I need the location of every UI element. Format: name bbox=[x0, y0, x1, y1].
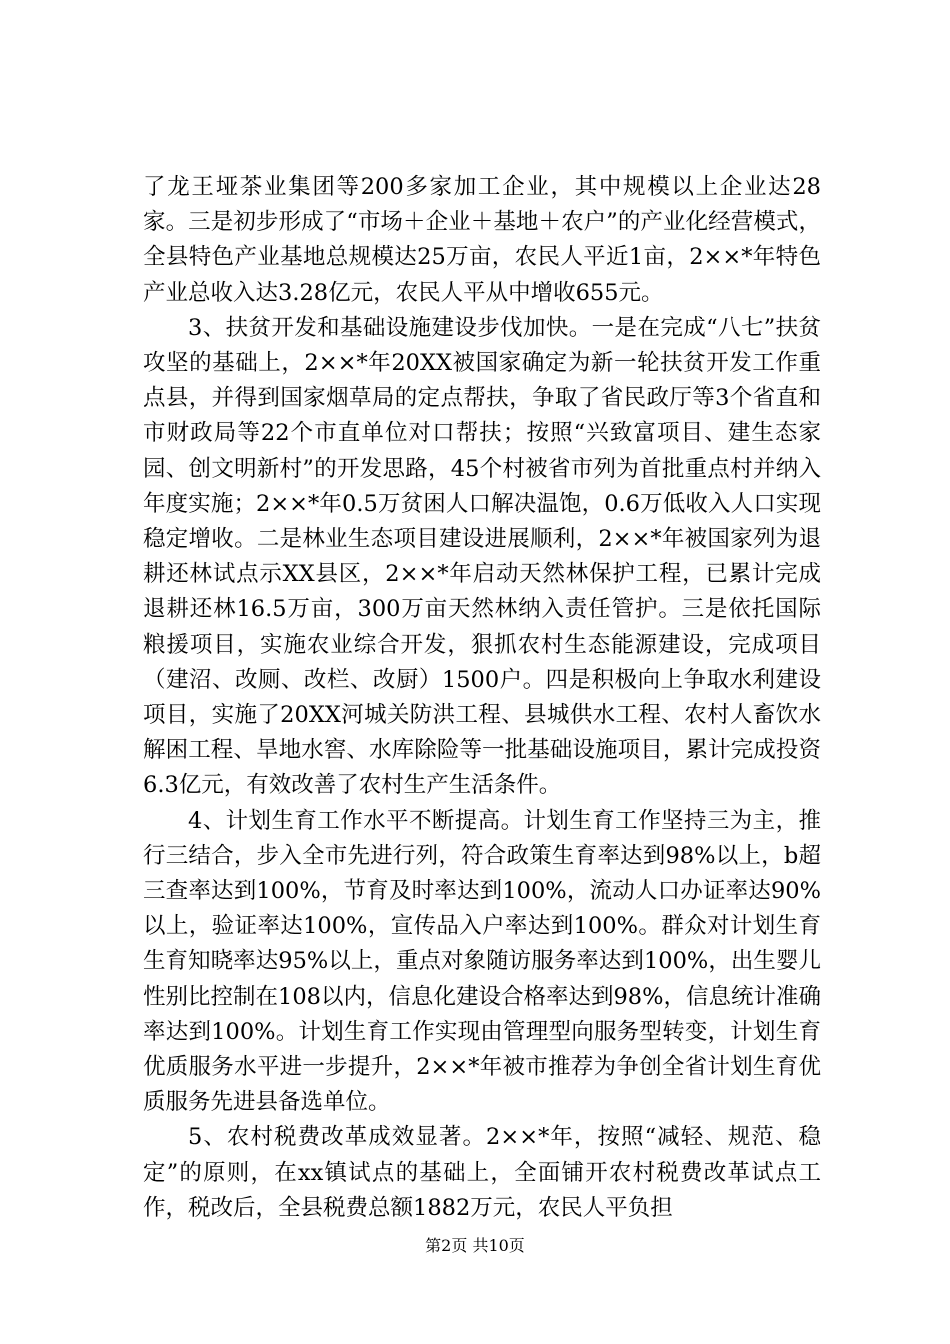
paragraph-tax-reform: 5、农村税费改革成效显著。2××*年，按照“减轻、规范、稳定”的原则，在xx镇试点的基础上，全面铺开农村税费改革试点工作，税改后，全县税费总额1882万元，农民人平负担 bbox=[143, 1124, 821, 1221]
paragraph-family-planning: 4、计划生育工作水平不断提高。计划生育工作坚持三为主，推行三结合，步入全市先进行列，符合政策生育率达到98%以上，b超三查率达到100%，节育及时率达到100%，流动人口办证率达90%以上，验证率达100%，宣传品入户率达到100%。群众对计划生育生育知晓率达95%以上，重点对象随访服务率达到100%，出生婴儿性别比控制在108以内，信息化建设合格率达到98%，信息统计准确率达到100%。计划生育工作实现由管理型向服务型转变，计划生育优质服务水平进一步提升，2××*年被市推荐为争创全省计划生育优质服务先进县备选单位。 bbox=[143, 807, 821, 1116]
paragraph-poverty-alleviation: 3、扶贫开发和基础设施建设步伐加快。一是在完成“八七”扶贫攻坚的基础上，2××*年20XX被国家确定为新一轮扶贫开发工作重点县，并得到国家烟草局的定点帮扶，争取了省民政厅等3个省直和市财政局等22个市直单位对口帮扶；按照“兴致富项目、建生态家园、创文明新村”的开发思路，45个村被省市列为首批重点村并纳入年度实施；2××*年0.5万贫困人口解决温饱，0.6万低收入人口实现稳定增收。二是林业生态项目建设进展顺利，2××*年被国家列为退耕还林试点示XX县区，2××*年启动天然林保护工程，已累计完成退耕还林16.5万亩，300万亩天然林纳入责任管护。三是依托国际粮援项目，实施农业综合开发，狠抓农村生态能源建设，完成项目（建沼、改厕、改栏、改厨）1500户。四是积极向上争取水利建设项目，实施了20XX河城关防洪工程、县城供水工程、农村人畜饮水解困工程、旱地水窖、水库除险等一批基础设施项目，累计完成投资6.3亿元，有效改善了农村生产生活条件。 bbox=[143, 314, 821, 799]
page-number-footer: 第2页 共10页 bbox=[425, 1236, 525, 1255]
paragraph-continuation: 了龙王垭茶业集团等200多家加工企业，其中规模以上企业达28家。三是初步形成了“市场＋企业＋基地＋农户”的产业化经营模式，全县特色产业基地总规模达25万亩，农民人平近1亩，2××*年特色产业总收入达3.28亿元，农民人平从中增收655元。 bbox=[143, 174, 821, 306]
document-body bbox=[143, 170, 821, 1226]
